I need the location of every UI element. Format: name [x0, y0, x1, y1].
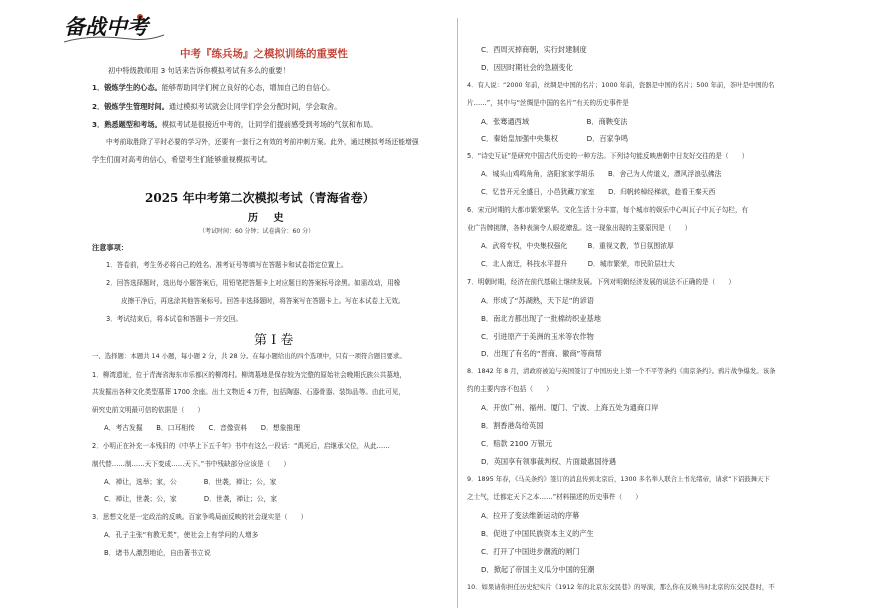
- promo-point-3-body: 模拟考试是很接近中考的，让同学们提前感受到考场的气氛和布局。: [161, 120, 378, 129]
- option-line: B．促进了中国民族资本主义的产生: [481, 529, 594, 538]
- option-line: C．禅让，世袭；公，家 D．世袭，禅让；公，家: [104, 495, 278, 503]
- question-line: 4．有人说：“2000 年前，丝绸是中国的名片；1000 年前，瓷器是中国的名片；500 年前，茶叶是中国的名: [467, 81, 775, 89]
- option-line: C．北人南迁，科技水平提升 D．城市繁荣，市民阶层壮大: [481, 260, 675, 268]
- option-line: C．秦始皇加强中央集权 D．百家争鸣: [481, 134, 629, 143]
- option-line: A．城头山鸡鸣角角，洛阳家家学胡乐 B．舍己为人传道义，漂风浮浪弘佛法: [481, 170, 722, 178]
- question-line: 8．1842 年 8 月，清政府被迫与英国签订了中国历史上第一个不平等条约《南京条约》。鸦片战争爆发。该条: [467, 367, 776, 375]
- question-line: 7．明朝时期，经济在前代基础上继续发展。下列对明朝经济发展的说法不正确的是（ ）: [467, 278, 735, 286]
- option-line: C．打开了中国进步潮流的闸门: [481, 547, 580, 556]
- option-line: A．开放广州、福州、厦门、宁波、上海五处为通商口岸: [481, 403, 659, 412]
- promo-title: 中考『练兵场』之模拟训练的重要性: [180, 48, 348, 60]
- volume-title: 第 I 卷: [254, 333, 294, 348]
- brand-logo: [60, 8, 168, 48]
- notice-item-1: 1．答卷前，考生务必将自己的姓名、准考证号等填写在答题卡和试卷指定位置上。: [106, 261, 348, 269]
- option-line: D．英国享有领事裁判权、片面最惠国待遇: [481, 457, 616, 466]
- question-line: 制代替……制……天下变成……天下。”书中残缺部分应该是（ ）: [92, 460, 290, 468]
- exam-info: （考试时间：60 分钟；试卷满分：60 分）: [199, 228, 315, 235]
- notice-item-2: 2．回答选择题时，选出每小题答案后，用铅笔把答题卡上对应题目的答案标号涂黑。如需改动，用橡: [106, 279, 401, 287]
- promo-closing-1: 中考前取胜除了平时必要的学习外，还要有一套行之有效的考前冲刺方案。此外，通过模拟考场还能增强: [106, 138, 419, 146]
- option-line: C．赔款 2100 万银元: [481, 439, 553, 448]
- promo-point-2: [92, 102, 341, 111]
- option-line: B．南北方都出现了一批棉纺织业基地: [481, 314, 601, 323]
- question-line: 9．1895 年春，《马关条约》签订的消息传到北京后，1300 多名举人联合上书光绪帝，请求“下诏鼓舞天下: [467, 475, 770, 483]
- question-line: 之士气，迁都定天下之本……”材料描述的历史事件（ ）: [467, 493, 642, 501]
- exam-title: 2025 年中考第二次模拟考试（青海省卷）: [145, 191, 375, 205]
- option-line: C．西周灭掉商朝，实行封建制度: [481, 45, 587, 54]
- question-line: 片……”，其中与“丝绸是中国的名片”有关的历史事件是: [467, 99, 629, 107]
- option-line: D．掀起了帝国主义瓜分中国的狂潮: [481, 565, 595, 574]
- option-line: A．拉开了变法维新运动的序幕: [481, 511, 580, 520]
- section-instructions: 一、选择题：本题共 14 小题，每小题 2 分，共 28 分。在每小题给出的四个选项中，只有一项符合题目要求。: [92, 352, 406, 360]
- question-line: 业广告牌挑牌，各种表演令人眼花缭乱。这一现象出现的主要原因是（ ）: [467, 224, 692, 232]
- promo-point-1-body: 能够帮助同学们树立良好的心态，增加自己的自信心。: [161, 83, 335, 92]
- option-line: A．孔子主张“有教无类”，使社会上有学问的人增多: [104, 531, 259, 539]
- question-line: 1．柳湾遗址，位于青海省海东市乐都区的柳湾村。柳湾墓地是保存较为完整的原始社会晚期氏族公共墓地，: [92, 371, 407, 379]
- notice-title: 注意事项：: [92, 243, 128, 252]
- promo-point-3-head: 3．熟悉题型和考场。: [92, 120, 162, 129]
- option-line: B．割香港岛给英国: [481, 421, 544, 430]
- option-line: B．诸书人激烈地论，自由著书立说: [104, 549, 211, 557]
- promo-point-2-head: 2．锻炼学生管理时间。: [92, 102, 169, 111]
- exam-subject: 历 史: [248, 213, 290, 224]
- option-line: D．因因时期社会的急剧变化: [481, 63, 573, 72]
- option-line: A．武将专权，中央集权强化 B．重视文教，节日氛围浓厚: [481, 242, 674, 250]
- svg-text:备战中考: 备战中考: [64, 15, 148, 39]
- question-line: 3．思想文化是一定政治的反映。百家争鸣局面反映的社会现实是（ ）: [92, 513, 308, 521]
- question-line: 6．宋元时期的大都市繁荣繁华。文化生活十分丰富，每个城市的娱乐中心叫瓦子中瓦子勾栏，有: [467, 206, 749, 214]
- promo-closing-2: 学生们面对高考的信心，希望考生们能够重视模拟考试。: [92, 155, 272, 164]
- option-line: D．出现了有名的“晋商、徽商”等商帮: [481, 349, 602, 358]
- promo-point-3: [92, 120, 377, 129]
- question-line: 5．“诗史互证”是研究中国古代历史的一种方法。下列诗句能反映唐朝中日友好交往的是（ ）: [467, 152, 749, 160]
- notice-item-2-cont: 皮擦干净后，再选涂其他答案标号。回答非选择题时，将答案写在答题卡上。写在本试卷上无效。: [121, 297, 405, 305]
- question-line: 共发掘出各种文化类型墓葬 1700 余座。出土文物近 4 万件，包括陶器、石器骨器、装饰品等。由此可见，: [92, 388, 405, 396]
- question-line: 约的主要内容不包括（ ）: [467, 385, 553, 393]
- option-line: A．禅让，选举；家，公 B．世袭，禅让；公，家: [104, 478, 277, 486]
- question-line: 2．小明正在补充一本残旧的《中华上下五千年》书中有这么一段话：“禹死后，启继承父位，从此……: [92, 442, 390, 450]
- promo-point-2-body: 通过模拟考试就会让同学们学会分配时间，学会取舍。: [168, 102, 342, 111]
- promo-point-1: [92, 83, 334, 92]
- notice-item-3: 3．考试结束后，将本试卷和答题卡一并交回。: [106, 315, 243, 323]
- option-line: A．考古发掘 B．口耳相传 C．音像资料 D．想象推理: [104, 424, 301, 432]
- question-line: 研究史前文明最可信的依据是（ ）: [92, 406, 205, 414]
- column-divider: [457, 18, 458, 608]
- promo-point-1-head: 1．锻炼学生的心态。: [92, 83, 162, 92]
- promo-intro: 初中特级教师用 3 句话来告诉你模拟考试有多么的重要！: [108, 66, 290, 75]
- option-line: C．忆昔开元全盛日，小邑犹藏万家室 D．归帆转棹经梯欲，趁看王秦天西: [481, 188, 716, 196]
- option-line: A．张骞通西域 B．商鞅变法: [481, 117, 628, 126]
- option-line: C．引进原产于美洲的玉米等农作物: [481, 332, 594, 341]
- question-line: 10．如果请你担任历史纪实片《1912 年的北京东交民巷》的导演，那么你在反映当时北京的东交民巷时，不: [467, 583, 775, 591]
- option-line: A．形成了“苏湖熟，天下足”的谚语: [481, 296, 594, 305]
